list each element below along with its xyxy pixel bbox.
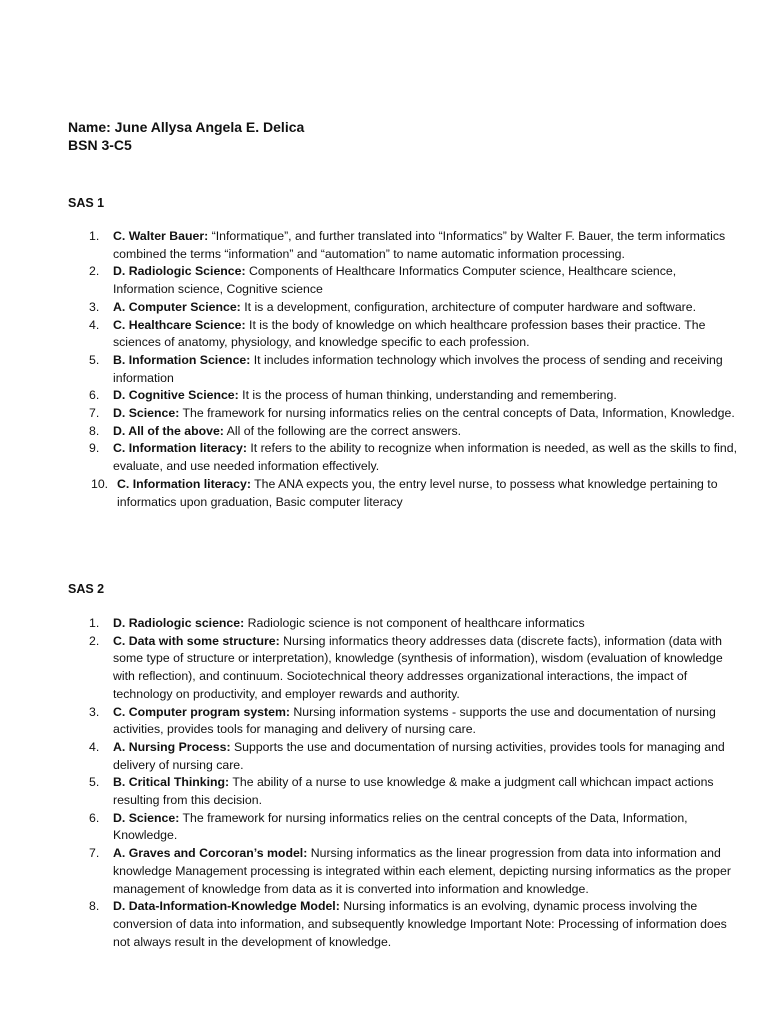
answer-text: Nursing informatics theory addresses data (discrete facts), information (data with some type of structure or interpretation), knowledge (synthesis of information), wisdom (evaluation of knowledge with reflection), and continuum. Sociotechnical theory addresses organizational interactions, the impact of technology on productivity, and employer rewards and authority. bbox=[113, 633, 723, 701]
answer-text: All of the following are the correct answers. bbox=[223, 423, 462, 438]
sas1-heading: SAS 1 bbox=[68, 196, 105, 210]
answer-text: The framework for nursing informatics relies on the central concepts of Data, Information, Knowledge. bbox=[179, 406, 735, 421]
sas2-heading: SAS 2 bbox=[68, 582, 105, 596]
answer-label: C. Walter Bauer: bbox=[113, 229, 209, 243]
answer-label: D. Radiologic Science: bbox=[113, 264, 246, 279]
answer-text: It is the body of knowledge on which healthcare profession bases their practice. The sciences of anatomy, physiology, and knowledge specific to each profession. bbox=[113, 317, 706, 350]
answer-text: It is the process of human thinking, understanding and remembering. bbox=[238, 388, 617, 403]
answer-text: Nursing informatics is an evolving, dynamic process involving the conversion of data into information, and subsequently knowledge Important Note: Processing of information does not always result in the development of knowledge. bbox=[113, 899, 727, 949]
student-name: Name: June Allysa Angela E. Delica bbox=[68, 119, 305, 135]
list-item: 3. C. Computer program system: Nursing information systems - supports the use and documentation of nursing activities, provides tools for managing and delivery of nursing care. bbox=[89, 704, 716, 737]
list-item: 6. D. Science: The framework for nursing informatics relies on the central concepts of the Data, Information, Knowledge. bbox=[89, 810, 688, 843]
answer-label: D. Radiologic science: bbox=[113, 616, 245, 630]
answer-text: Components of Healthcare Informatics Computer science, Healthcare science, Information science, Cognitive science bbox=[113, 264, 677, 297]
answer-label: A. Graves and Corcoran’s model: bbox=[113, 846, 308, 861]
list-item: 2. C. Data with some structure: Nursing informatics theory addresses data (discrete facts), information (data with some type of structure or interpretation), knowledge (synthesis of information), wisdom (evaluation of knowledge with reflection), and continuum. Sociotechnical theory addresses organizational interactions, the impact of technology on productivity, and employer rewards and authority. bbox=[89, 633, 723, 701]
list-item: 1. D. Radiologic science: Radiologic science is not component of healthcare informatics bbox=[89, 616, 585, 630]
list-item: 4. C. Healthcare Science: It is the body of knowledge on which healthcare profession bases their practice. The sciences of anatomy, physiology, and knowledge specific to each profession. bbox=[89, 317, 706, 350]
list-item: 1. C. Walter Bauer: “Informatique”, and further translated into “Informatics” by Walter F. Bauer, the term informatics combined the terms “information” and “automation” to name automatic information processing. bbox=[89, 229, 726, 261]
answer-text: The ability of a nurse to use knowledge & make a judgment call whichcan impact actions resulting from this decision. bbox=[113, 775, 714, 808]
answer-text: Supports the use and documentation of nursing activities, provides tools for managing and delivery of nursing care. bbox=[113, 739, 725, 772]
answer-label: C. Information literacy: bbox=[117, 476, 251, 491]
answer-label: A. Nursing Process: bbox=[113, 739, 231, 754]
class-section: BSN 3-C5 bbox=[68, 137, 132, 153]
list-item: 2. D. Radiologic Science: Components of Healthcare Informatics Computer science, Healthcare science, Information science, Cognitive science bbox=[89, 264, 677, 297]
answer-label: A. Computer Science: bbox=[113, 299, 241, 314]
sas1-list bbox=[68, 228, 740, 511]
list-item: 7. A. Graves and Corcoran’s model: Nursing informatics as the linear progression from data into information and knowledge Management processing is integrated within each element, depicting nursing informatics as the proper management of knowledge from data as it is converted into information and knowledge. bbox=[89, 846, 731, 896]
answer-label: C. Computer program system: bbox=[113, 704, 290, 719]
list-item: 10. C. Information literacy: The ANA expects you, the entry level nurse, to possess what knowledge pertaining to informatics upon graduation, Basic computer literacy bbox=[91, 476, 718, 509]
answer-text: It is a development, configuration, architecture of computer hardware and software. bbox=[240, 299, 697, 314]
answer-label: D. All of the above: bbox=[113, 423, 224, 438]
answer-label: D. Data-Information-Knowledge Model: bbox=[113, 899, 340, 914]
list-item: 7. D. Science: The framework for nursing informatics relies on the central concepts of Data, Information, Knowledge. bbox=[89, 406, 735, 421]
sas2-list bbox=[68, 615, 740, 951]
answer-text: The ANA expects you, the entry level nurse, to possess what knowledge pertaining to informatics upon graduation, Basic computer literacy bbox=[117, 476, 718, 509]
answer-label: C. Information literacy: bbox=[113, 441, 247, 456]
answer-text: The framework for nursing informatics relies on the central concepts of the Data, Information, Knowledge. bbox=[113, 810, 688, 843]
answer-label: B. Information Science: bbox=[113, 352, 251, 367]
list-item: 9. C. Information literacy: It refers to the ability to recognize when information is needed, as well as the skills to find, evaluate, and use needed information effectively. bbox=[89, 441, 737, 474]
answer-text: It includes information technology which involves the process of sending and receiving information bbox=[113, 352, 723, 385]
answer-label: B. Critical Thinking: bbox=[113, 775, 230, 790]
list-item: 5. B. Information Science: It includes information technology which involves the process of sending and receiving information bbox=[89, 352, 723, 385]
answer-label: D. Cognitive Science: bbox=[113, 388, 239, 403]
answer-label: D. Science: bbox=[113, 810, 180, 825]
answer-text: It refers to the ability to recognize when information is needed, as well as the skills to find, evaluate, and use needed information effectively. bbox=[113, 441, 737, 474]
list-item: 8. D. All of the above: All of the following are the correct answers. bbox=[89, 423, 462, 438]
answer-label: C. Healthcare Science: bbox=[113, 317, 246, 332]
list-item: 6. D. Cognitive Science: It is the process of human thinking, understanding and remembering. bbox=[89, 388, 617, 403]
answer-text: “Informatique”, and further translated into “Informatics” by Walter F. Bauer, the term informatics combined the terms “information” and “automation” to name automatic information processing. bbox=[113, 229, 726, 261]
answer-text: Radiologic science is not component of healthcare informatics bbox=[244, 616, 585, 630]
list-item: 4. A. Nursing Process: Supports the use and documentation of nursing activities, provides tools for managing and delivery of nursing care. bbox=[89, 739, 725, 772]
answer-label: C. Data with some structure: bbox=[113, 633, 280, 648]
answer-label: D. Science: bbox=[113, 406, 180, 421]
list-item: 3. A. Computer Science: It is a development, configuration, architecture of computer hardware and software. bbox=[89, 299, 697, 314]
answer-text: Nursing informatics as the linear progression from data into information and knowledge Management processing is integrated within each element, depicting nursing informatics as the proper management of knowledge from data as it is converted into information and knowledge. bbox=[113, 846, 731, 896]
answer-text: Nursing information systems - supports the use and documentation of nursing activities, provides tools for managing and delivery of nursing care. bbox=[113, 704, 716, 737]
list-item: 8. D. Data-Information-Knowledge Model: Nursing informatics is an evolving, dynamic process involving the conversion of data into information, and subsequently knowledge Important Note: Processing of information does not always result in the development of knowledge. bbox=[89, 899, 727, 949]
list-item: 5. B. Critical Thinking: The ability of a nurse to use knowledge & make a judgment call whichcan impact actions resulting from this decision. bbox=[89, 775, 714, 808]
